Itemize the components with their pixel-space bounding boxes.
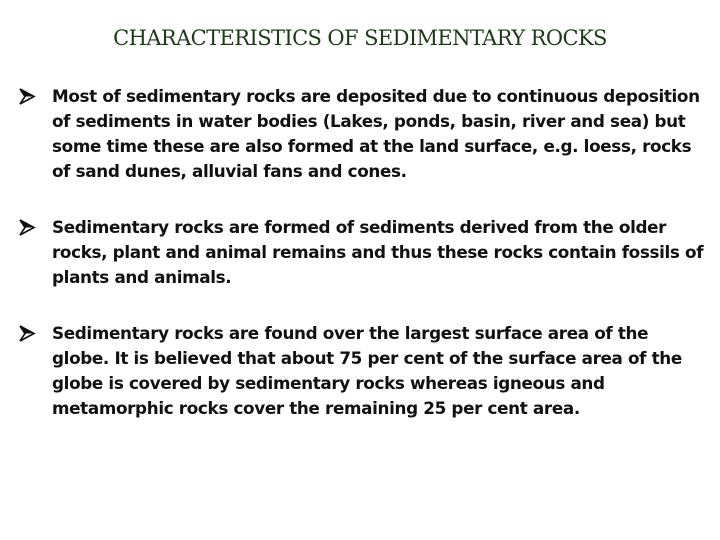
bullet-item: [18, 215, 708, 290]
slide-title: CHARACTERISTICS OF SEDIMENTARY ROCKS: [113, 26, 607, 50]
bullet-text: Most of sedimentary rocks are deposited due to continuous deposition of sediments in water bodies (Lakes, ponds, basin, river and sea) but some time these are also formed at the land surface, e.g. loess, rocks of sand dunes, alluvial fans and cones.: [52, 86, 700, 181]
arrow-bullet-icon: [18, 88, 36, 105]
bullet-list: [18, 84, 708, 452]
bullet-text: Sedimentary rocks are formed of sediments derived from the older rocks, plant and animal remains and thus these rocks contain fossils of plants and animals.: [52, 217, 704, 287]
bullet-item: [18, 84, 708, 184]
bullet-text: Sedimentary rocks are found over the largest surface area of the globe. It is believed that about 75 per cent of the surface area of the globe is covered by sedimentary rocks whereas igneous and metamorphic rocks cover the remaining 25 per cent area.: [52, 323, 682, 418]
arrow-bullet-icon: [18, 325, 36, 342]
bullet-item: [18, 321, 708, 421]
arrow-bullet-icon: [18, 219, 36, 236]
